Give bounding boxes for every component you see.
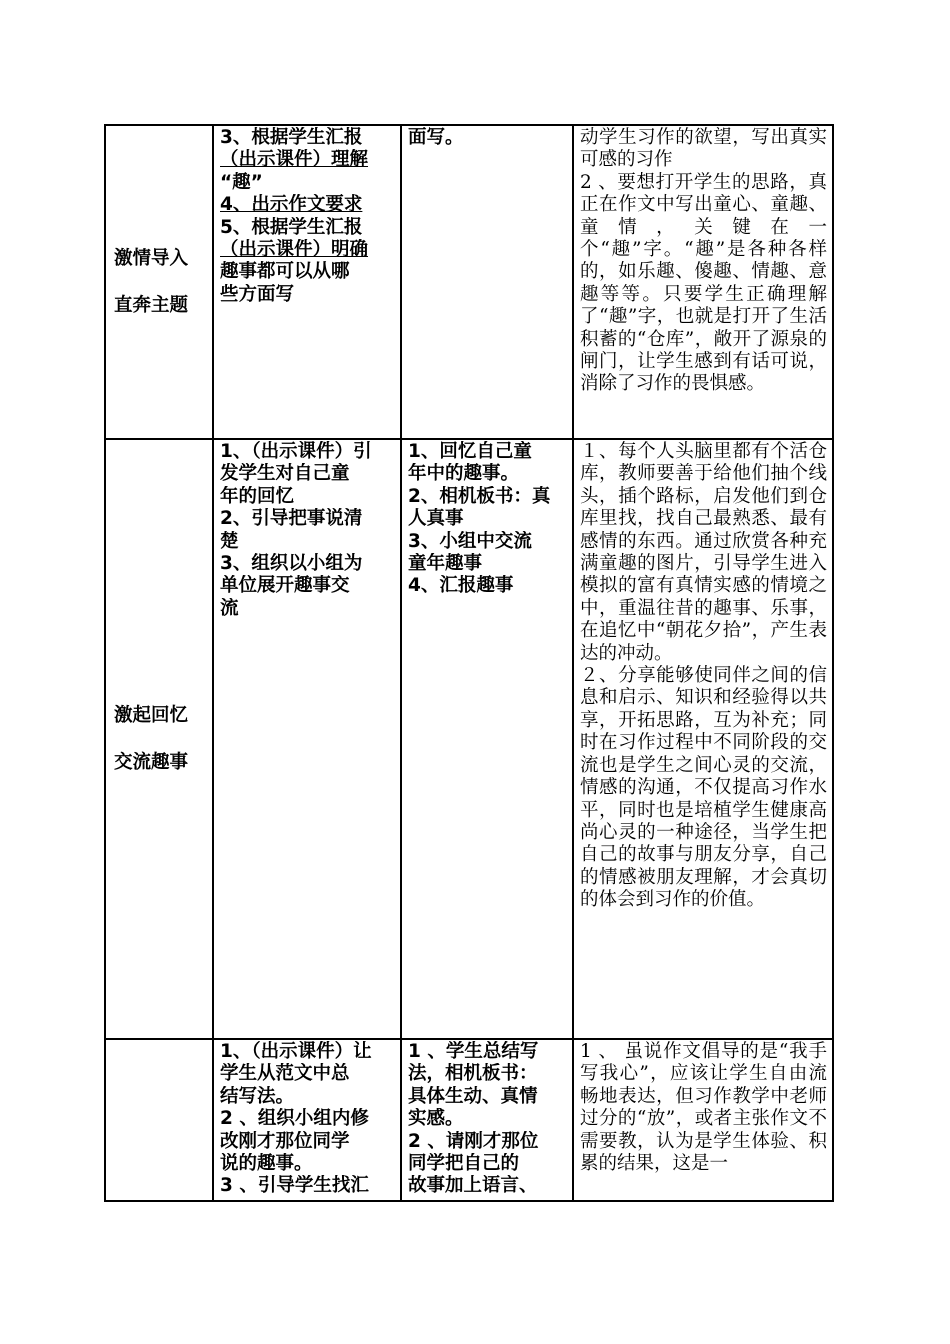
teacher-line: 3、根据学生汇报 (220, 127, 363, 148)
teacher-line: （出示课件）理解 (220, 149, 369, 171)
teacher-line: 3 、引导学生找汇 (220, 1175, 369, 1197)
teacher-line: 说的趣事。 (220, 1153, 313, 1175)
rationale-cell (573, 439, 833, 1039)
student-line: 同学把自己的 (408, 1153, 520, 1175)
rationale-paragraph: ２、分享能够使同伴之间的信息和启示、知识和经验得以共享，开拓思路，互为补充；同时在习作过程中不同阶段的交流也是学生之间心灵的交流，情感的沟通，不仅提高习作水平，同时也是培植学生健康高尚心灵的一种途径，当学生把自己的故事与朋友分享，自己的情感被朋友理解，才会真切的体会到习作的价值。 (580, 665, 827, 911)
teacher-line: 3、组织以小组为 (220, 553, 363, 575)
rationale-paragraph: 2 、要想打开学生的思路，真正在作文中写出童心、童趣、童情，关键在一个“趣”字。“趣”是各种各样的，如乐趣、傻趣、情趣、意趣等等。只要学生正确理解了“趣”字，也就是打开了生活积蓄的“仓库”，敞开了源泉的闸门，让学生感到有话可说，消除了习作的畏惧感。 (580, 171, 827, 395)
student-line: 4、汇报趣事 (408, 575, 514, 597)
rationale-paragraph: 动学生习作的欲望，写出真实可感的习作 (580, 127, 827, 171)
teacher-line: 些方面写 (220, 283, 295, 305)
teacher-line: 年的回忆 (220, 485, 295, 507)
lesson-plan-table (104, 124, 834, 1202)
teacher-activity-cell (213, 125, 401, 439)
student-line: 年中的趣事。 (408, 463, 520, 485)
rationale-cell (573, 125, 833, 439)
teacher-line: 改刚才那位同学 (220, 1130, 350, 1152)
stage-line: 交流趣事 (114, 752, 189, 773)
teacher-line: 4、出示作文要求 (220, 194, 363, 216)
rationale-paragraph: 1 、 虽说作文倡导的是“我手写我心”，应该让学生自由流畅地表达，但习作教学中老师过分的“放”，或者主张作文不需要教，认为是学生体验、积累的结果，这是一 (580, 1041, 827, 1175)
teacher-line: 2、引导把事说清 (220, 508, 363, 530)
teacher-line: 流 (220, 597, 239, 619)
student-line: 1、回忆自己童 (408, 441, 532, 462)
student-line: 法，相机板书： (408, 1063, 538, 1085)
teacher-line: （出示课件）明确 (220, 239, 369, 261)
teacher-line: 5、根据学生汇报 (220, 216, 363, 238)
table-row (105, 439, 833, 1039)
rationale-cell (573, 1039, 833, 1201)
teacher-activity-cell (213, 1039, 401, 1201)
stage-line: 直奔主题 (114, 295, 189, 316)
teacher-line: “趣” (220, 171, 263, 193)
teacher-line: 趣事都可以从哪 (220, 261, 350, 283)
student-line: 实感。 (408, 1108, 464, 1130)
student-line: 1 、学生总结写 (408, 1041, 539, 1062)
teacher-line: 1、（出示课件）引 (220, 441, 372, 462)
student-line: 故事加上语言、 (408, 1175, 538, 1197)
student-line: 3、小组中交流 (408, 530, 532, 552)
student-line: 面写。 (408, 127, 464, 148)
stage-line: 激情导入 (114, 248, 189, 269)
student-line: 2、相机板书：真 (408, 485, 551, 507)
table-row (105, 125, 833, 439)
student-line: 童年趣事 (408, 553, 483, 575)
teacher-line: 2 、组织小组内修 (220, 1108, 369, 1130)
student-activity-cell (401, 439, 573, 1039)
teacher-line: 楚 (220, 530, 239, 552)
stage-cell (105, 125, 213, 439)
teacher-line: 学生从范文中总 (220, 1063, 350, 1085)
student-activity-cell (401, 125, 573, 439)
stage-cell (105, 439, 213, 1039)
teacher-line: 1、（出示课件）让 (220, 1041, 372, 1062)
table-row (105, 1039, 833, 1201)
stage-line: 激起回忆 (114, 705, 189, 726)
student-line: 2 、请刚才那位 (408, 1130, 539, 1152)
teacher-line: 发学生对自己童 (220, 463, 350, 485)
student-line: 人真事 (408, 508, 464, 530)
rationale-paragraph: １、每个人头脑里都有个活仓库，教师要善于给他们抽个线头，插个路标，启发他们到仓库里找，找自己最熟悉、最有感情的东西。通过欣赏各种充满童趣的图片，引导学生进入模拟的富有真情实感的情境之中，重温往昔的趣事、乐事， 在追忆中“朝花夕拾”，产生表达的冲动。 (580, 441, 827, 664)
student-activity-cell (401, 1039, 573, 1201)
student-line: 具体生动、真情 (408, 1085, 538, 1107)
teacher-activity-cell (213, 439, 401, 1039)
stage-cell (105, 1039, 213, 1201)
teacher-line: 单位展开趣事交 (220, 575, 350, 597)
teacher-line: 结写法。 (220, 1085, 295, 1107)
